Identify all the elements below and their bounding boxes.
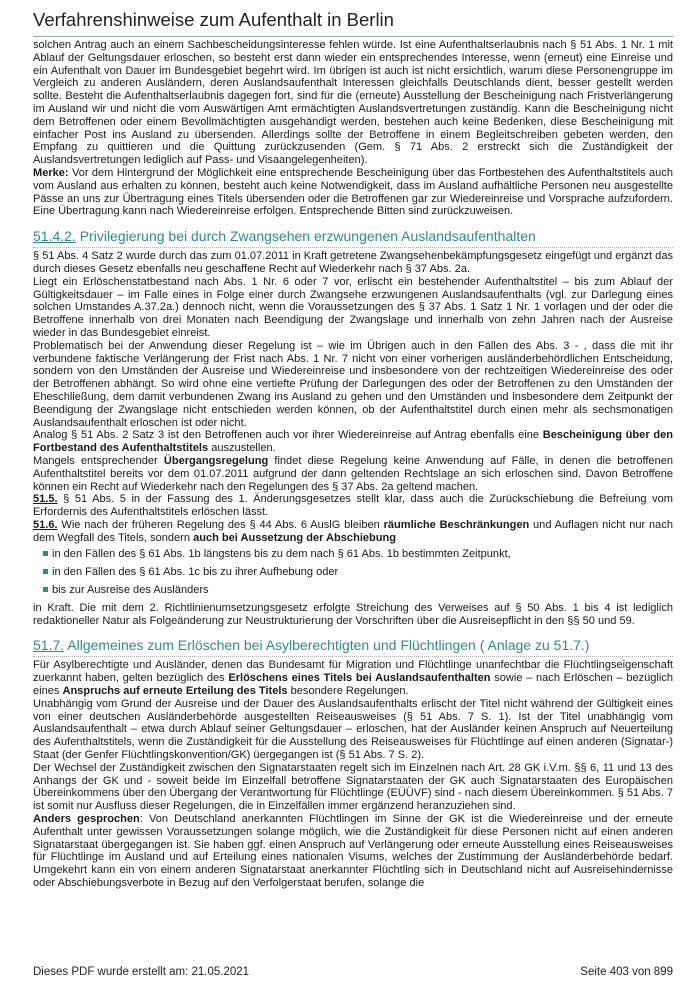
text-run: findet diese Regelung keine Anwendung auf Fälle, in denen die betroffenen Aufenthaltstitel bereits vor dem 01.07.2011 aufgrund der dann geltenden Rechtslage an sich erloschen sind. Davon Betroffene können ein Recht auf Wiederkehr nach den Regelungen des § 37 Abs. 2a geltend machen. xyxy=(33,454,673,493)
text-run: und Auflagen nicht nur nach dem Wegfall des Titels, sondern xyxy=(33,518,673,544)
list-item xyxy=(43,584,673,597)
section-number-51-5: 51.5. xyxy=(33,493,58,506)
bold-run: Anders gesprochen xyxy=(33,813,140,826)
section-number-link[interactable]: 51.7. xyxy=(33,637,65,654)
bold-run: Erlöschens eines Titels bei Auslandsaufenthalten xyxy=(228,672,491,685)
section-title: Privilegierung bei durch Zwangsehen erzwungenen Auslandsaufenthalten xyxy=(75,228,536,245)
text-run: Analog § 51 Abs. 2 Satz 3 ist den Betroffenen auch vor ihrer Wiedereinreise auf Antrag ebenfalls eine xyxy=(33,429,543,442)
text-run: Wie nach der früheren Regelung des § 44 Abs. 6 AuslG bleiben xyxy=(57,518,384,531)
bold-run: räumliche Beschränkungen xyxy=(383,518,530,531)
section-heading-51-7 xyxy=(33,637,673,657)
paragraph-uebergangsregelung xyxy=(33,455,673,493)
section-number-51-6: 51.6. xyxy=(33,518,58,531)
list-item-text: in den Fällen des § 61 Abs. 1b längstens bis zu dem nach § 61 Abs. 1b bestimmten Zeitpunkt, xyxy=(52,548,511,561)
paragraph-intro: solchen Antrag auch an einem Sachbescheidungsinteresse fehlen würde. Ist eine Aufenthaltserlaubnis nach § 51 Abs. 1 Nr. 1 mit Ablauf der Geltungsdauer erloschen, so besteht erst dann wieder ein entsprechendes Interesse, wenn (erneut) eine Einreise und ein Aufenthalt von Dauer im Bundesgebiet begehrt wird. Im übrigen ist auch ist nicht ersichtlich, warum diese Personengruppe im Vergleich zu anderen Ausländern, deren Auslandsaufenthalt Interessen gleichfalls Deutschlands dient, besser gestellt werden sollte. Besteht die Aufenthaltserlaubnis dagegen fort, sind für die (erneute) Ausstellung der Bescheinigung nach Fristverlängerung im Ausland wir und nicht die vom Auswärtigen Amt ermächtigten Auslandsvertretungen zuständig. Kann die Bescheinigung nicht dem Betroffenen oder einem Bevollmächtigten ausgehändigt werden, bestehen auch keine Bedenken, diese Bescheinigung mit einfacher Post ins Ausland zu übersenden. Allerdings sollte der Betroffene in einem Begleitschreiben gebeten werden, den Empfang zu quittieren und die Quittung zurückzusenden (Gem. § 71 Abs. 2 erstreckt sich die Zuständigkeit der Auslandsvertretungen lediglich auf Pass- und Visaangelegenheiten). xyxy=(33,39,673,167)
paragraph-asylberechtigte xyxy=(33,659,673,697)
page-number: Seite 403 von 899 xyxy=(580,966,673,978)
paragraph-wechsel: Der Wechsel der Zuständigkeit zwischen den Signatarstaaten regelt sich im Einzelnen nach Art. 28 GK i.V.m. §§ 6, 11 und 13 des Anhangs der GK und - soweit beide im Einzelfall betroffene Signatarstaaten der GK auch Signatarstaaten des Europäischen Übereinkommens über den Übergang der Verantwortung für Flüchtlinge (EÜÜVF) sind - nach diesem Übereinkommen. § 51 Abs. 7 ist somit nur Ausfluss dieser Regelungen, die in Einzelfällen immer ergänzend heranzuziehen sind. xyxy=(33,761,673,813)
creation-date: Dieses PDF wurde erstellt am: 21.05.2021 xyxy=(33,966,250,978)
paragraph-analog xyxy=(33,429,673,455)
bold-run: auch bei Aussetzung der Abschiebung xyxy=(193,531,397,544)
text-run: : Von Deutschland anerkannten Flüchtlingen im Sinne der GK ist die Wiedereinreise und der erneute Aufenthalt unter gewissen Voraussetzungen solange möglich, wie die Zuständigkeit für diese Personen nicht auf einen anderen Signatarstaat übergegangen ist. Sie haben ggf. einen Anspruch auf Verlängerung oder erneute Ausstellung eines Reiseausweises für Flüchtlinge im Ausland und auf Erteilung eines nationalen Visums, welches der Zustimmung der Ausländerbehörde bedarf. Umgekehrt kann ein von einem anderen Signatarstaat anerkannter Flüchtling sich in Deutschland nicht auf Ausreisehindernisse oder Abschiebungsverbote in Bezug auf den Verfolgerstaat berufen, solange die xyxy=(33,813,673,890)
list-item-text: in den Fällen des § 61 Abs. 1c bis zu ihrer Aufhebung oder xyxy=(52,566,339,579)
paragraph-in-kraft: in Kraft. Die mit dem 2. Richtlinienumsetzungsgesetz erfolgte Streichung des Verweises auf § 50 Abs. 1 bis 4 ist lediglich redaktioneller Natur als Folgeänderung zur Neustrukturierung der Vorschriften über die Ausreisepflicht in den §§ 50 und 59. xyxy=(33,601,673,627)
list-item-text: bis zur Ausreise des Ausländers xyxy=(52,584,209,597)
section-number-link[interactable]: 51.4.2. xyxy=(33,228,76,245)
list-item xyxy=(43,548,673,561)
bold-run: Übergangsregelung xyxy=(163,454,269,467)
text-run: Für Asylberechtigte und Ausländer, denen das Bundesamt für Migration und Flüchtlinge unanfechtbar die Flüchtlingseigenschaft zuerkannt haben, gelten bezüglich des xyxy=(33,659,673,685)
paragraph-problematisch: Problematisch bei der Anwendung dieser Regelung ist – wie im Übrigen auch in den Fällen des Abs. 3 - , dass die mit ihr verbundene faktische Verlängerung der Frist nach Abs. 1 Nr. 7 nicht von einer vorherigen ausländerbehördlichen Entscheidung, sondern von den Umständen der Ausreise und Wiedereinreise und insbesondere von der rechtzeitigen Wiedereinreise des oder der Betroffenen abhängt. So wird ohne eine vertiefte Prüfung der Darlegungen des oder der Betroffenen zu den Umständen der Eheschließung, dem damit verbundenen Zwang ins Ausland zu gehen und den Umständen und insbesondere dem Zeitpunkt der Beendigung der Zwangslage nicht entschieden werden können, ob der Aufenthaltstitel durch einen mehr als sechsmonatigen Auslandsaufenthalt erloschen ist oder nicht. xyxy=(33,339,673,429)
text-run: auszustellen. xyxy=(208,442,276,455)
text-run: besondere Regelungen. xyxy=(287,685,409,698)
text-run: § 51 Abs. 5 in der Fassung des 1. Änderungsgesetzes stellt klar, dass auch die Zurückschiebung die Befreiung vom Erfordernis des Aufenthaltstitels erlöschen lässt. xyxy=(33,493,673,519)
list-item xyxy=(43,566,673,579)
paragraph-merke xyxy=(33,167,673,218)
bold-run: Bescheinigung über den Fortbestand des Aufenthaltstitels xyxy=(33,429,673,455)
bullet-square-icon xyxy=(43,587,48,592)
title-divider xyxy=(33,36,673,37)
section-title: Allgemeines zum Erlöschen bei Asylberechtigten und Flüchtlingen ( xyxy=(64,637,488,654)
page-title: Verfahrenshinweise zum Aufenthalt in Berlin xyxy=(33,9,394,30)
bullet-square-icon xyxy=(43,551,48,556)
paragraph-zwangsehe-intro: § 51 Abs. 4 Satz 2 wurde durch das zum 01.07.2011 in Kraft getretene Zwangsehenbekämpfungsgesetz eingefügt und ergänzt das durch dieses Gesetz ebenfalls neu geschaffene Recht auf Wiederkehr nach § 37 Abs. 2a. xyxy=(33,250,673,275)
paragraph-unabhaengig: Unabhängig vom Grund der Ausreise und der Dauer des Auslandsaufenthalts erlischt der Titel nicht während der Gültigkeit eines von einer deutschen Ausländerbehörde ausgestellten Reiseausweises (§ 51 Abs. 7 S. 1). Ist der Titel unabhängig vom Auslandsaufenthalt – etwa durch Ablauf seiner Geltungsdauer – erloschen, hat der Ausländer keinen Anspruch auf Neuerteilung des Aufenthaltstitels, wenn die Zuständigkeit für die Ausstellung des Reiseausweises für Flüchtlinge auf einen anderen (Signatar-) Staat (der Genfer Flüchtlingskonvention/GK) üergegangen ist (§ 51 Abs. 7 S. 2). xyxy=(33,697,673,762)
anlage-link[interactable]: Anlage zu 51.7. xyxy=(487,637,585,654)
paragraph-51-5 xyxy=(33,493,673,519)
text-run: sowie – nach Erlöschen – bezüglich eines xyxy=(33,672,673,698)
paragraph-anders-gesprochen xyxy=(33,813,673,890)
document-page xyxy=(33,0,673,990)
merke-label: Merke: xyxy=(33,166,69,179)
bold-run: Anspruchs auf erneute Erteilung des Titels xyxy=(62,685,288,698)
paragraph-erloeschenstatbestand: Liegt ein Erlöschenstatbestand nach Abs. 1 Nr. 6 oder 7 vor, erlischt ein bestehender Aufenthaltstitel – bis zum Ablauf der Gültigkeitsdauer – im Falle eines in Folge einer durch Zwangsehe erzwungenen Auslandsaufenthalts (vgl. zur Darlegung eines solchen Umstandes A.37.2a.) dennoch nicht, wenn die Voraussetzungen des § 37 Abs. 1 Satz 1 Nr. 1 vorlagen und der oder die Betroffene innerhalb von drei Monaten nach Beendigung der Zwangslage und innerhalb von zehn Jahren nach der Ausreise wieder in das Bundesgebiet einreist. xyxy=(33,275,673,339)
section-heading-51-4-2 xyxy=(33,228,673,248)
paragraph-51-6 xyxy=(33,519,673,545)
section-title-close: ) xyxy=(584,637,590,654)
document-body xyxy=(33,39,673,890)
merke-text: Vor dem Hintergrund der Möglichkeit eine entsprechende Bescheinigung über das Fortbestehen des Aufenthaltstitels auch vom Ausland aus erhalten zu können, besteht auch keine Notwendigkeit, dass im Ausland aufhältliche Personen neu ausgestellte Pässe an uns zur Übertragung eines Titels übersenden oder die Betroffenen gar zur Wiedereinreise und Vorsprache aufzufordern. Eine Übertragung kann nach Wiedereinreise erfolgen. Entsprechende Bitten sind zurückzuweisen. xyxy=(33,166,673,218)
bullet-square-icon xyxy=(43,569,48,574)
text-run: Mangels entsprechender xyxy=(33,454,164,467)
